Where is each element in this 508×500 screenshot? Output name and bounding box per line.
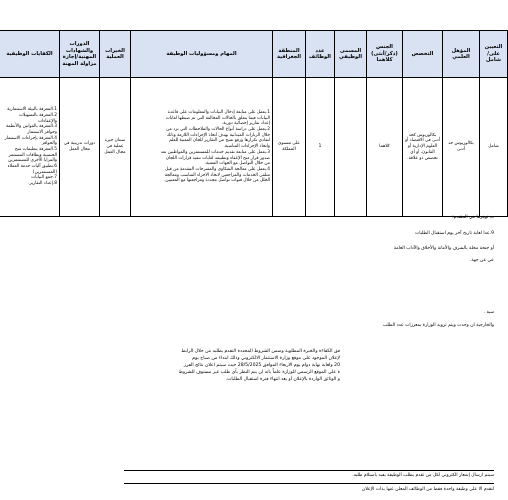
duty-line: واتخاذ الإجراءات المناسبة. bbox=[223, 144, 270, 150]
application-instructions bbox=[80, 349, 340, 383]
instruction-line: فق الكفاءة والخبرة المطلوبة وضمن الشروط المحددة التقدم بطلبه من خلال الرابط bbox=[181, 349, 340, 354]
divider bbox=[124, 470, 494, 471]
footer-line: سيتم ارسال إشعار الكتروني لكل من تقدم بطلب الوظيفة يفيد باستلام طلبه. bbox=[352, 473, 494, 478]
duty-line: 1.يعمل على متابعة إدخال البيانات والمعلومات على قاعدة bbox=[167, 110, 270, 116]
duty-line: الخلل من خلال قنوات تواصل محددة ومراجعتها مع المعنيين. bbox=[163, 178, 270, 184]
duty-line: البيانات فيما يتعلق بالحالات المخالفة التي تم ضبطها لغايات bbox=[165, 115, 270, 121]
cell-job-title bbox=[335, 78, 367, 217]
competency-line: 6.تطبيق آليات خدمة العملاء (المستثمرين) bbox=[7, 164, 57, 175]
header-qualification: المؤهل العلمي bbox=[443, 31, 480, 78]
competency-line: 2.المعرفة بالتسهيلات والإعفاءات bbox=[18, 112, 57, 124]
instruction-line: و الوثائق الواردة بالإعلان أو بعد انتهاء فترة استقبال الطلبات. bbox=[225, 376, 340, 382]
conditions-heading: ب توفرها في المتقدم: bbox=[452, 215, 494, 220]
competency-line: 8.إعداد التقارير. bbox=[28, 181, 57, 187]
competency-line: 4.المعرفة بإجراءات الاستثمار والحوافز bbox=[4, 135, 57, 147]
instruction-line: لإعلان الموجود على موقع وزارة الاستثمار الالكتروني وذلك ابتداء من صباح يوم bbox=[192, 355, 340, 361]
duty-line: صدور قرار منح الإعفاء وتطبيقه لغايات تنفيذ قرارات اللجان bbox=[165, 155, 270, 161]
header-courses: الدورات والشهادات المهنية/إجازة مزاولة المهنة bbox=[60, 31, 100, 78]
cell-specialty: بكالوريوس كحد أدنى في الاقتصاد أو العلوم الإدارية أو القانون، أو أي تخصص ذو علاقة. bbox=[403, 78, 443, 217]
job-table bbox=[0, 30, 508, 217]
duty-line: 2.يعمل على دراسة أنواع الحالات والملاحظات التي ترد من bbox=[166, 127, 270, 133]
competency-line: 1.المعرفة بالبيئة الاستثمارية bbox=[7, 107, 57, 113]
header-region: المنطقة الجغرافية bbox=[273, 31, 306, 78]
cell-experience: سنتان خبرة عملية في مجال العمل bbox=[100, 78, 131, 217]
header-vacancies: عدد الوظائف bbox=[306, 31, 335, 78]
duty-line: 4.يعمل على معالجة الشكاوى والمقترحات المقدمة من قبل bbox=[165, 166, 270, 172]
cell-competencies bbox=[0, 78, 60, 217]
duty-line: لتفادي تكرارها ورفع نسخ من التقارير للجان المعنية للعلم bbox=[169, 138, 270, 144]
competency-line: 3.المعرفة بالقوانين والأنظمة وحوافز الاستثمار bbox=[5, 124, 57, 135]
cell-gender: كلاهما bbox=[367, 78, 403, 217]
competency-line: والمزايا الأخرى للمستثمرين bbox=[8, 158, 57, 164]
table-header-row bbox=[0, 31, 508, 78]
competency-line: 7.جمع البيانات bbox=[31, 175, 57, 181]
header-appointment: التعيين على/شامل bbox=[480, 31, 508, 78]
header-experience: الخبرات العملية bbox=[100, 31, 131, 78]
condition-line: أو جنحة مخلة بالشرف والأمانة والأخلاق والآداب العامة bbox=[393, 246, 494, 251]
cell-vacancies: 1 bbox=[306, 78, 335, 217]
instruction-line: ة على الموقع الرسمي للوزارة علماً بانه لن يتم النظر بأي طلب غير مستوف للشروط bbox=[178, 369, 340, 375]
cell-region: على مستوى المملكة bbox=[273, 78, 306, 217]
divider bbox=[124, 483, 494, 484]
footer-line: لتقدم الا على وظيفة واحدة فقط من الوظائف المعلن عنها بذات الإعلان bbox=[361, 487, 494, 492]
header-job-title: المسمى الوظيفي bbox=[335, 31, 367, 78]
document-line: والخارجية ان وجدت ويتم تزويد الوزارة بمعززات عدد الطلب bbox=[383, 323, 494, 328]
duty-line: خلال الزيارات الميدانية بهدف اتخاذ الإجراءات اللازمة وذلك bbox=[166, 132, 270, 138]
duty-line: من خلال التواصل مع الجهات المعنية. bbox=[204, 161, 270, 167]
cell-courses: دورات تدريبية في مجال العمل bbox=[60, 78, 100, 217]
condition-line: 9.عدا لغاية تاريخ آخر يوم استقبال الطلبات bbox=[414, 231, 494, 236]
condition-line: عي عن جهة. bbox=[469, 258, 494, 263]
header-gender: الجنس (ذكر/أنثى) كلاهما bbox=[367, 31, 403, 78]
table-row bbox=[0, 78, 508, 217]
cell-appointment: شامل bbox=[480, 78, 508, 217]
instruction-line: 20 ولغاية نهاية دوام يوم الاربعاء الموافق 28/5/2025 حيث سيتم اعلان نتائج الفرز bbox=[183, 362, 340, 368]
cell-duties bbox=[131, 78, 273, 217]
duty-line: 3.يعمل على متابعة تقديم خدمات للمستثمرين والمواطنين بعد bbox=[160, 149, 270, 155]
duty-line: متلقي الخدمات والمراجعين لاتخاذ الاجراء المناسب ومعالجة bbox=[164, 172, 270, 178]
header-specialty: التخصص bbox=[403, 31, 443, 78]
header-duties: المهام ومسؤوليات الوظيفة bbox=[131, 31, 273, 78]
duty-line: إعداد تقارير إحصائية دورية. bbox=[221, 121, 270, 127]
document-line: سية . bbox=[483, 310, 494, 315]
competency-line: 5.المعرفة بتعليمات منح الجنسية وبطاقات المستثمر bbox=[8, 147, 57, 158]
cell-qualification: بكالوريوس حد أدنى bbox=[443, 78, 480, 217]
header-competencies: الكفايات الوظيفية bbox=[0, 31, 60, 78]
